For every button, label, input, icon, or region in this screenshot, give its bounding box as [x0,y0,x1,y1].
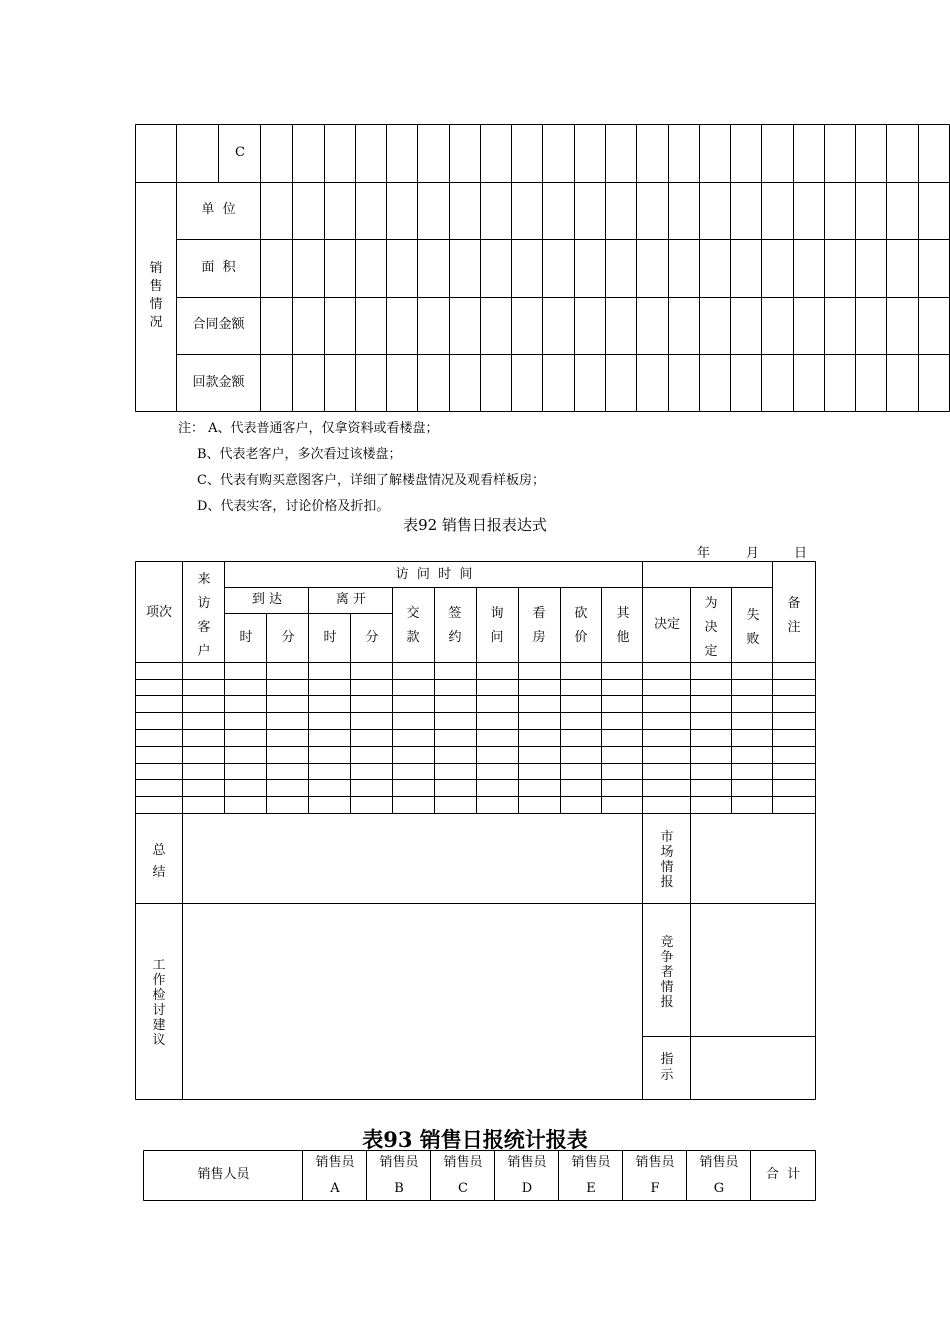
total-label: 合 计 [765,1167,801,1182]
salesperson-col-letter: D [521,1181,533,1196]
salesperson-col-letter: F [650,1181,660,1196]
competitor-info-label: 竞争者情报 [660,935,674,1010]
instruction-label: 指示 [660,1052,674,1083]
header-leave-minute: 分 [365,630,379,645]
header-sign: 签约 [448,606,462,645]
row-contract-amount-label: 合同金额 [192,317,245,332]
salesperson-col-header: 销售员 [507,1155,547,1170]
header-view: 看房 [532,606,546,645]
table93-title: 表93 销售日报统计报表 [362,1127,588,1152]
salesperson-col-header: 销售员 [315,1155,355,1170]
date-month: 月 [746,546,760,561]
header-fail: 失败 [746,608,760,647]
header-arrive: 到 达 [251,592,283,607]
header-remark: 备注 [787,596,801,635]
row-unit-label: 单 位 [201,202,236,217]
row-c-label: C [235,145,245,160]
salesperson-col-letter: G [713,1181,725,1196]
header-item: 项次 [145,605,172,620]
header-decide: 决定 [653,617,680,632]
header-arrive-hour: 时 [239,630,253,645]
salesperson-col-header: 销售员 [379,1155,419,1170]
salesperson-col-letter: C [458,1181,468,1196]
header-arrive-minute: 分 [281,630,295,645]
salesperson-col-letter: E [586,1181,596,1196]
date-day: 日 [794,546,808,561]
note-a: 注： A、代表普通客户，仅拿资料或看楼盘； [178,421,439,436]
note-c: C、代表有购买意图客户，详细了解楼盘情况及观看样板房； [197,473,545,488]
header-bargain: 砍价 [574,606,588,645]
sales-situation-label: 销售情况 [149,261,163,330]
row-payment-amount-label: 回款金额 [192,375,245,390]
header-leave-hour: 时 [323,630,337,645]
salesperson-col-header: 销售员 [443,1155,483,1170]
salesperson-col-header: 销售员 [635,1155,675,1170]
date-year: 年 [697,546,711,561]
summary-label: 总结 [152,843,166,880]
salesperson-col-letter: A [330,1181,340,1196]
salesperson-col-letter: B [394,1181,404,1196]
salesperson-col-header: 销售员 [571,1155,611,1170]
market-info-label: 市场情报 [660,830,674,890]
salesperson-label: 销售人员 [197,1167,250,1182]
table92-title: 表92 销售日报表达式 [403,516,547,534]
header-leave: 离 开 [335,592,367,607]
note-b: B、代表老客户，多次看过该楼盘； [197,447,402,462]
note-d: D、代表实客，讨论价格及折扣。 [197,499,390,514]
work-review-label: 工作检讨建议 [152,958,166,1048]
salesperson-col-header: 销售员 [699,1155,739,1170]
header-visit-time: 访 问 时 间 [395,567,473,582]
header-other: 其他 [616,606,630,645]
header-pay: 交款 [406,606,420,645]
header-inquire: 询问 [490,606,504,645]
header-undecided: 为决定 [704,596,718,659]
header-visitor: 来访客户 [197,572,211,659]
row-area-label: 面 积 [201,260,236,275]
